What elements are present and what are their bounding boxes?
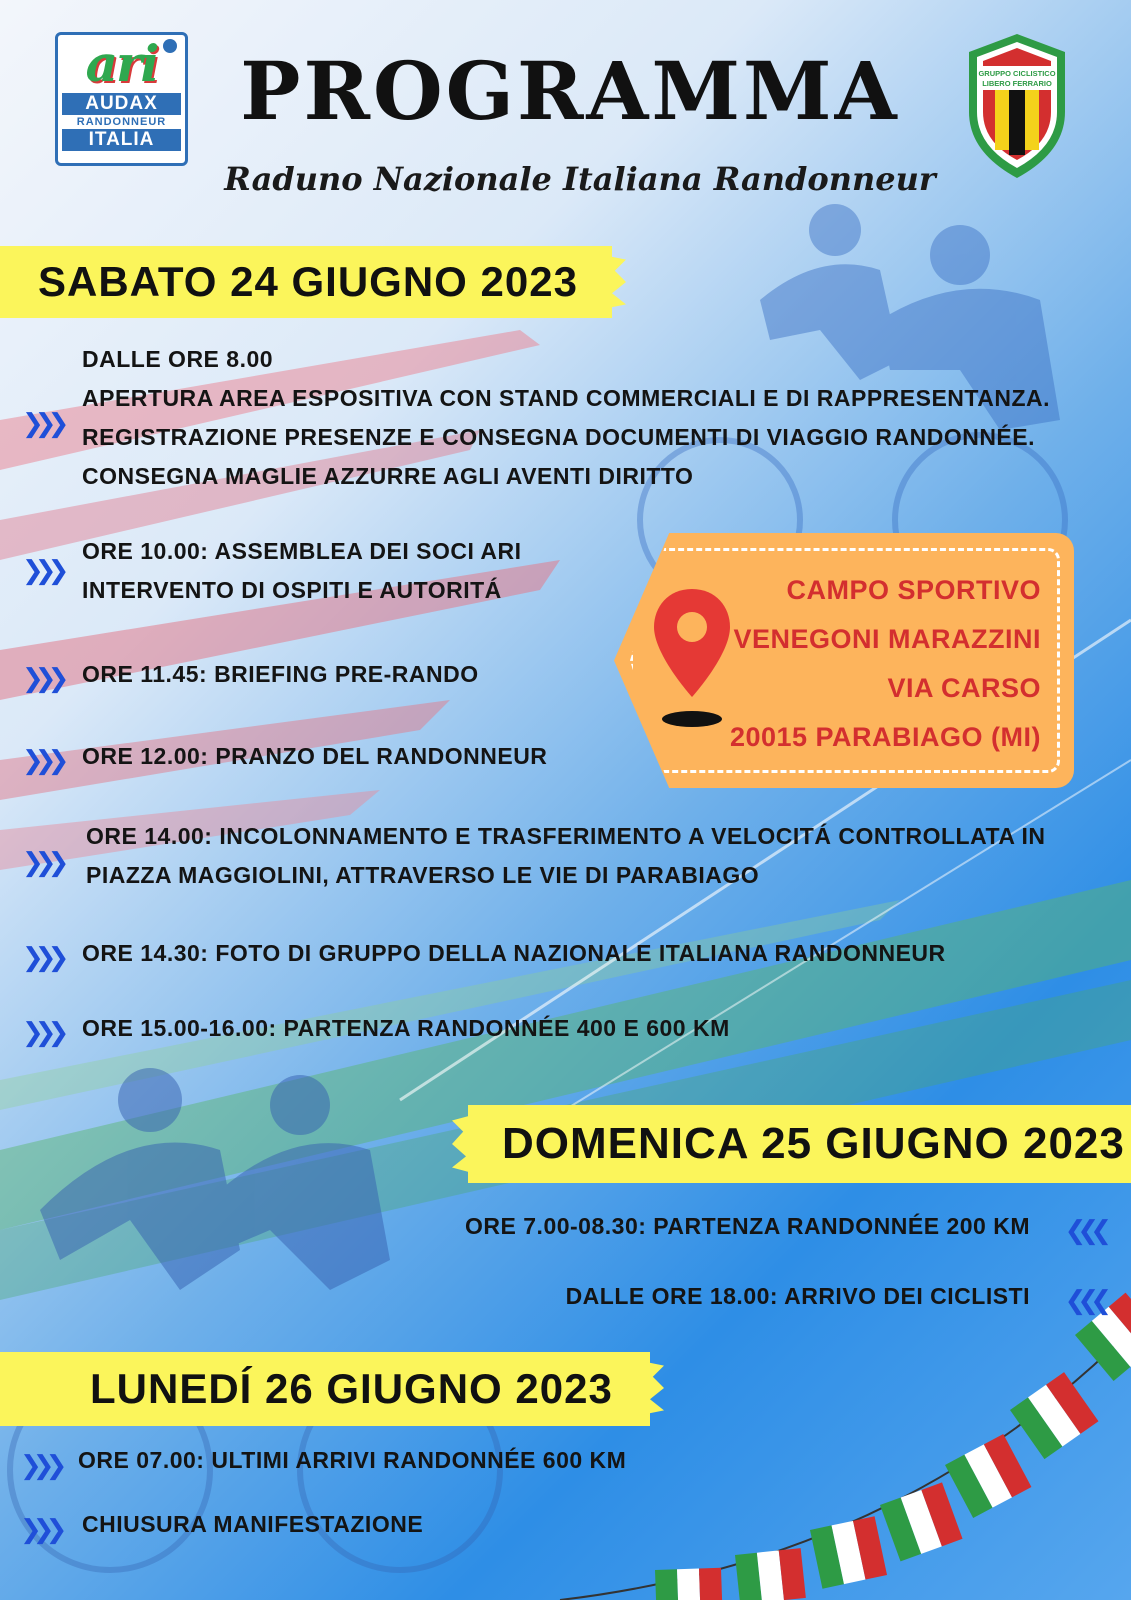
gruppo-ciclistico-shield-logo: [965, 32, 1069, 180]
triple-chevron-right-icon: ❯❯❯: [22, 664, 61, 694]
schedule-item-line: INTERVENTO DI OSPITI E AUTORITÁ: [82, 577, 502, 603]
page-title: PROGRAMMA: [240, 44, 900, 138]
triple-chevron-right-icon: ❯❯❯: [22, 409, 61, 439]
sunday-heading: DOMENICA 25 GIUGNO 2023: [468, 1105, 1131, 1183]
triple-chevron-right-icon: ❯❯❯: [22, 746, 61, 776]
schedule-item-line: CONSEGNA MAGLIE AZZURRE AGLI AVENTI DIRITTO: [82, 463, 694, 489]
schedule-item-line: APERTURA AREA ESPOSITIVA CON STAND COMMERCIALI E DI RAPPRESENTANZA.: [82, 385, 1051, 411]
location-line: VIA CARSO: [887, 673, 1041, 703]
triple-chevron-right-icon: ❯❯❯: [22, 1018, 61, 1048]
schedule-item-line: DALLE ORE 18.00: ARRIVO DEI CICLISTI: [565, 1283, 1030, 1309]
shield-line1: GRUPPO CICLISTICO: [978, 69, 1056, 78]
triple-chevron-right-icon: ❯❯❯: [20, 1451, 59, 1481]
schedule-item-line: CHIUSURA MANIFESTAZIONE: [82, 1511, 424, 1537]
shield-line2: LIBERO FERRARIO: [982, 79, 1052, 88]
triple-chevron-right-icon: ❯❯❯: [22, 848, 61, 878]
schedule-item-line: ORE 7.00-08.30: PARTENZA RANDONNÉE 200 KM: [465, 1213, 1030, 1239]
schedule-item: [82, 655, 479, 694]
schedule-item: [82, 1505, 423, 1544]
schedule-item: [82, 1009, 730, 1048]
page-subtitle: Raduno Nazionale Italiana Randonneur: [224, 160, 936, 198]
location-line: CAMPO SPORTIVO: [786, 575, 1041, 605]
logo-italia-text: ITALIA: [62, 129, 181, 151]
ball-icon: [163, 39, 177, 53]
schedule-item-line: ORE 15.00-16.00: PARTENZA RANDONNÉE 400 E 600 KM: [82, 1015, 730, 1041]
schedule-item-line: ORE 10.00: ASSEMBLEA DEI SOCI ARI: [82, 538, 522, 564]
location-line: 20015 PARABIAGO (MI): [729, 722, 1041, 752]
schedule-item-line: ORE 11.45: BRIEFING PRE-RANDO: [82, 661, 479, 687]
schedule-item: [82, 934, 946, 973]
schedule-item-line: ORE 12.00: PRANZO DEL RANDONNEUR: [82, 743, 548, 769]
schedule-item-line: DALLE ORE 8.00: [82, 346, 274, 372]
location-address: [730, 566, 1041, 762]
schedule-item-line: ORE 14.30: FOTO DI GRUPPO DELLA NAZIONALE ITALIANA RANDONNEUR: [82, 940, 946, 966]
logo-randonneur-text: RANDONNEUR: [76, 116, 167, 128]
triple-chevron-right-icon: ❯❯❯: [20, 1515, 59, 1545]
monday-heading: LUNEDÍ 26 GIUGNO 2023: [0, 1352, 650, 1426]
schedule-item: [82, 532, 522, 610]
schedule-item-line: PIAZZA MAGGIOLINI, ATTRAVERSO LE VIE DI PARABIAGO: [86, 862, 760, 888]
ari-audax-logo: [55, 32, 188, 166]
ari-logo-text: ari: [85, 34, 158, 93]
triple-chevron-right-icon: ❯❯❯: [22, 556, 61, 586]
schedule-item-line: ORE 14.00: INCOLONNAMENTO E TRASFERIMENTO A VELOCITÁ CONTROLLATA IN: [86, 823, 1046, 849]
schedule-item: [566, 1277, 1030, 1316]
schedule-item: [78, 1441, 626, 1480]
map-pin-icon: [650, 585, 735, 730]
schedule-item: [86, 817, 1046, 895]
saturday-heading: SABATO 24 GIUGNO 2023: [0, 246, 612, 318]
logo-audax-text: AUDAX: [62, 93, 181, 115]
triple-chevron-left-icon: ❮❮❮: [1064, 1286, 1103, 1316]
triple-chevron-left-icon: ❮❮❮: [1064, 1216, 1103, 1246]
triple-chevron-right-icon: ❯❯❯: [22, 943, 61, 973]
location-line: VENEGONI MARAZZINI: [733, 624, 1041, 654]
schedule-item: [82, 737, 547, 776]
schedule-item-line: ORE 07.00: ULTIMI ARRIVI RANDONNÉE 600 KM: [78, 1447, 627, 1473]
schedule-item-line: REGISTRAZIONE PRESENZE E CONSEGNA DOCUMENTI DI VIAGGIO RANDONNÉE.: [82, 424, 1036, 450]
schedule-item: [465, 1207, 1030, 1246]
schedule-item: [82, 340, 1050, 496]
